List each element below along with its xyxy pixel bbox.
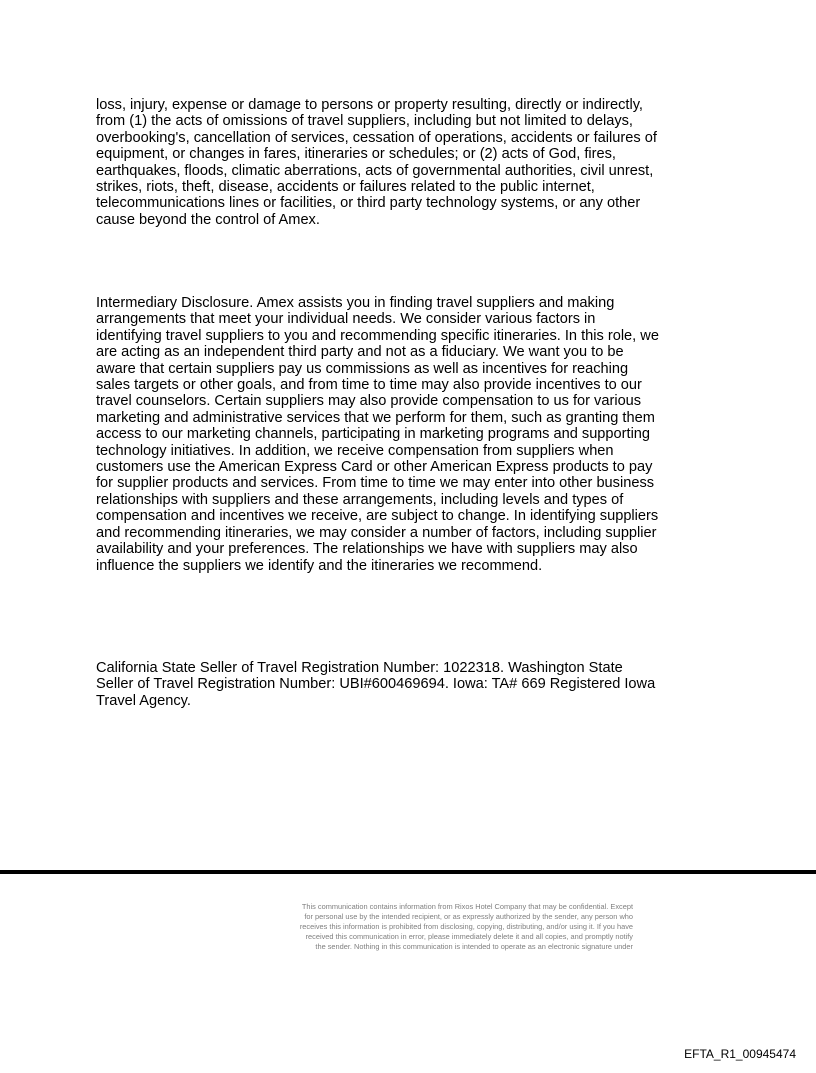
liability-paragraph: loss, injury, expense or damage to persons or property resulting, directly or indirectly, from (1) the acts of omissions of travel suppliers, including but not limited to delays, overbooking's, cancellation of services, cessation of operations, accidents or failures of equipment, or changes in fares, itineraries or schedules; or (2) acts of God, fires, earthquakes, floods, climatic aberrations, acts of governmental authorities, civil unrest, strikes, riots, theft, disease, accidents or failures related to the public internet, telecommunications lines or facilities, or third party technology systems, or any other cause beyond the control of Amex. xyxy=(96,97,657,228)
intermediary-disclosure-paragraph: Intermediary Disclosure. Amex assists you in finding travel suppliers and making arrangements that meet your individual needs. We consider various factors in identifying travel suppliers to you and recommending specific itineraries. In this role, we are acting as an independent third party and not as a fiduciary. We want you to be aware that certain suppliers pay us commissions as well as incentives for reaching sales targets or other goals, and from time to time may also provide incentives to our travel counselors. Certain suppliers may also provide compensation to us for various marketing and administrative services that we perform for them, such as granting them access to our marketing channels, participating in marketing programs and supporting technology initiatives. In addition, we receive compensation from suppliers when customers use the American Express Card or other American Express products to pay for supplier products and services. From time to time we may enter into other business relationships with suppliers and these arrangements, including levels and types of compensation and incentives we receive, are subject to change. In identifying suppliers and recommending itineraries, we may consider a number of factors, including supplier availability and your preferences. The relationships we have with suppliers may also influence the suppliers we identify and the itineraries we recommend. xyxy=(96,295,659,574)
footer-divider xyxy=(0,870,816,874)
document-id: EFTA_R1_00945474 xyxy=(684,1047,796,1061)
registration-paragraph: California State Seller of Travel Registration Number: 1022318. Washington State Seller of Travel Registration Number: UBI#600469694. Iowa: TA# 669 Registered Iowa Travel Agency. xyxy=(96,660,656,709)
confidentiality-notice: This communication contains information from Rixos Hotel Company that may be confidential. Except for personal use by the intended recipient, or as expressly authorized by the sender, any person who receives this information is prohibited from disclosing, copying, distributing, and/or using it. If you have received this communication in error, please immediately delete it and all copies, and promptly notify the sender. Nothing in this communication is intended to operate as an electronic signature under xyxy=(299,902,633,951)
